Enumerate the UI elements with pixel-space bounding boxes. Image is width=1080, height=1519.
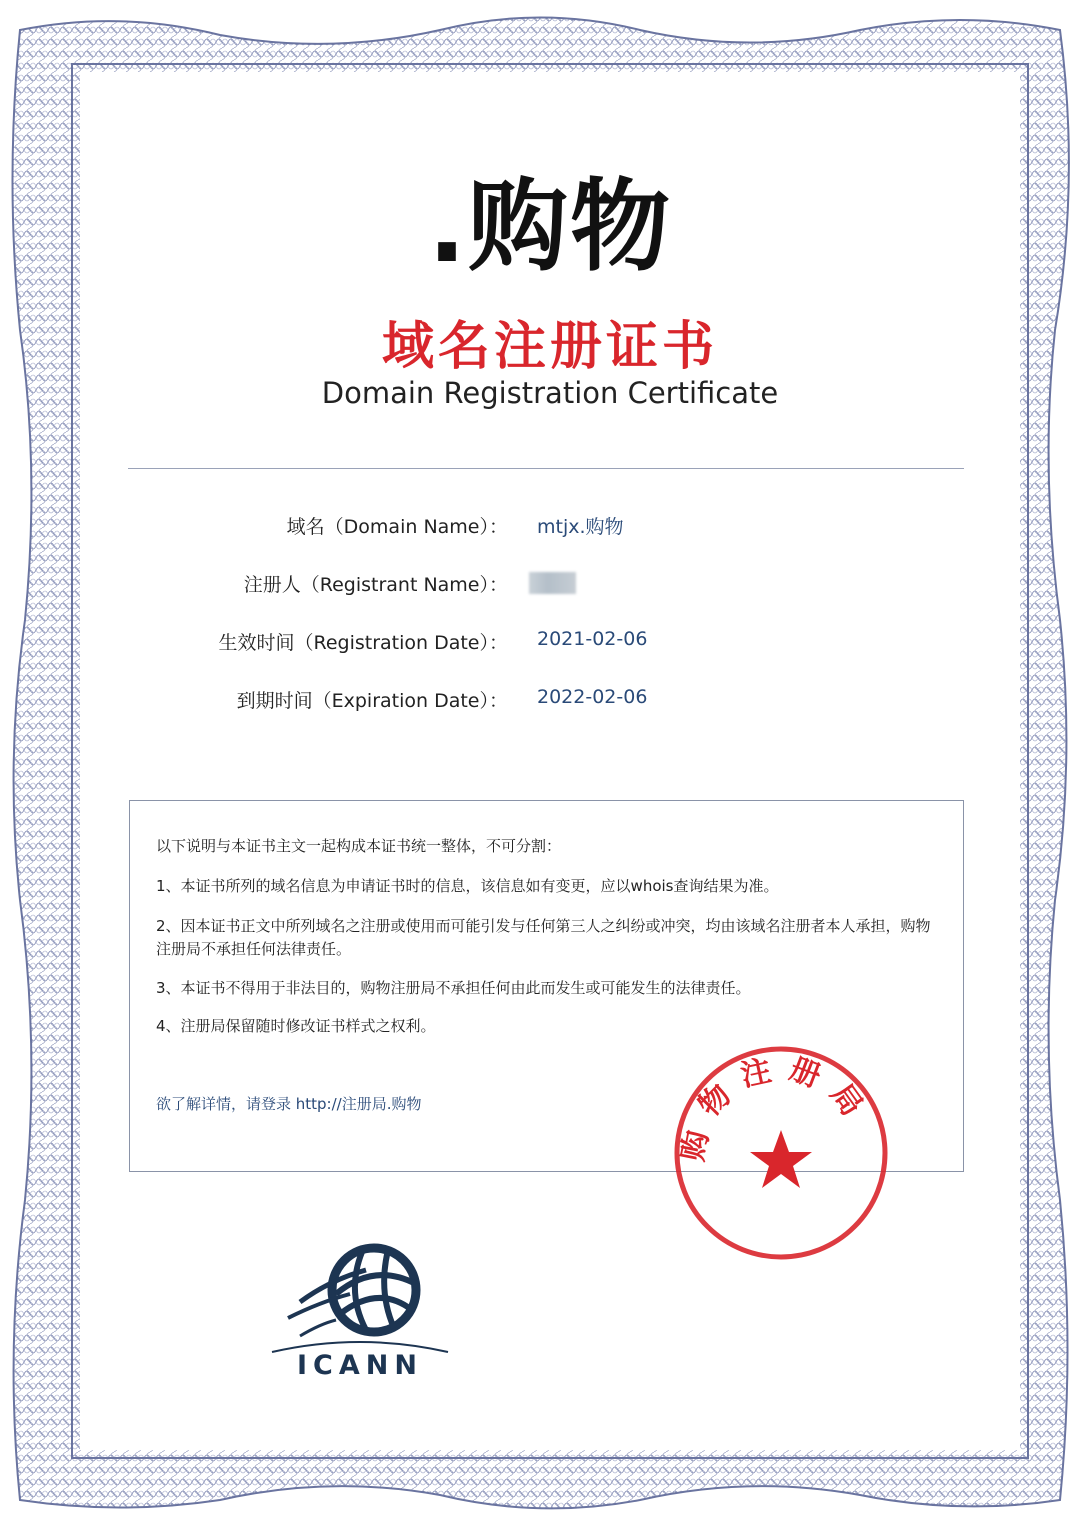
registry-seal	[670, 1042, 892, 1264]
field-label: 到期时间（Expiration Date）：	[236, 690, 508, 712]
field-value-expiration-date: 2022-02-06	[537, 686, 648, 708]
certificate-title-en: Domain Registration Certificate	[321, 376, 779, 410]
notice-item: 4、注册局保留随时修改证书样式之权利。	[156, 1017, 436, 1035]
certificate-page	[80, 72, 1020, 1450]
field-label: 注册人（Registrant Name）：	[243, 574, 508, 596]
notice-item: 3、本证书不得用于非法目的，购物注册局不承担任何由此而发生或可能发生的法律责任。	[156, 979, 751, 997]
more-info-link[interactable]: 欲了解详情，请登录 http://注册局.购物	[156, 1095, 422, 1113]
field-value-registration-date: 2021-02-06	[537, 628, 648, 650]
notice-item: 1、本证书所列的域名信息为申请证书时的信息，该信息如有变更，应以whois查询结果为准。	[156, 877, 779, 895]
field-row-registrant	[80, 570, 1020, 600]
field-label: 生效时间（Registration Date）：	[218, 632, 508, 654]
certificate-title-cn: 域名注册证书	[381, 317, 718, 377]
field-row-registration-date	[80, 628, 1020, 658]
tld-heading: .购物	[428, 168, 672, 285]
icann-logo-text: ICANN	[297, 1350, 423, 1381]
field-label: 域名（Domain Name）：	[286, 516, 508, 538]
redacted-registrant	[529, 572, 576, 594]
divider	[128, 468, 964, 469]
notice-item: 2、因本证书正文中所列域名之注册或使用而可能引发与任何第三人之纠纷或冲突，均由该域名注册者本人承担，购物注册局不承担任何法律责任。	[156, 917, 931, 958]
field-value-domain: mtjx.购物	[537, 516, 624, 538]
field-row-expiration-date	[80, 686, 1020, 716]
field-row-domain	[80, 512, 1020, 542]
notice-intro: 以下说明与本证书主文一起构成本证书统一整体，不可分割：	[156, 837, 562, 855]
star-icon	[750, 1130, 812, 1188]
svg-text:购物注册局: 购物注册局	[675, 1050, 878, 1165]
